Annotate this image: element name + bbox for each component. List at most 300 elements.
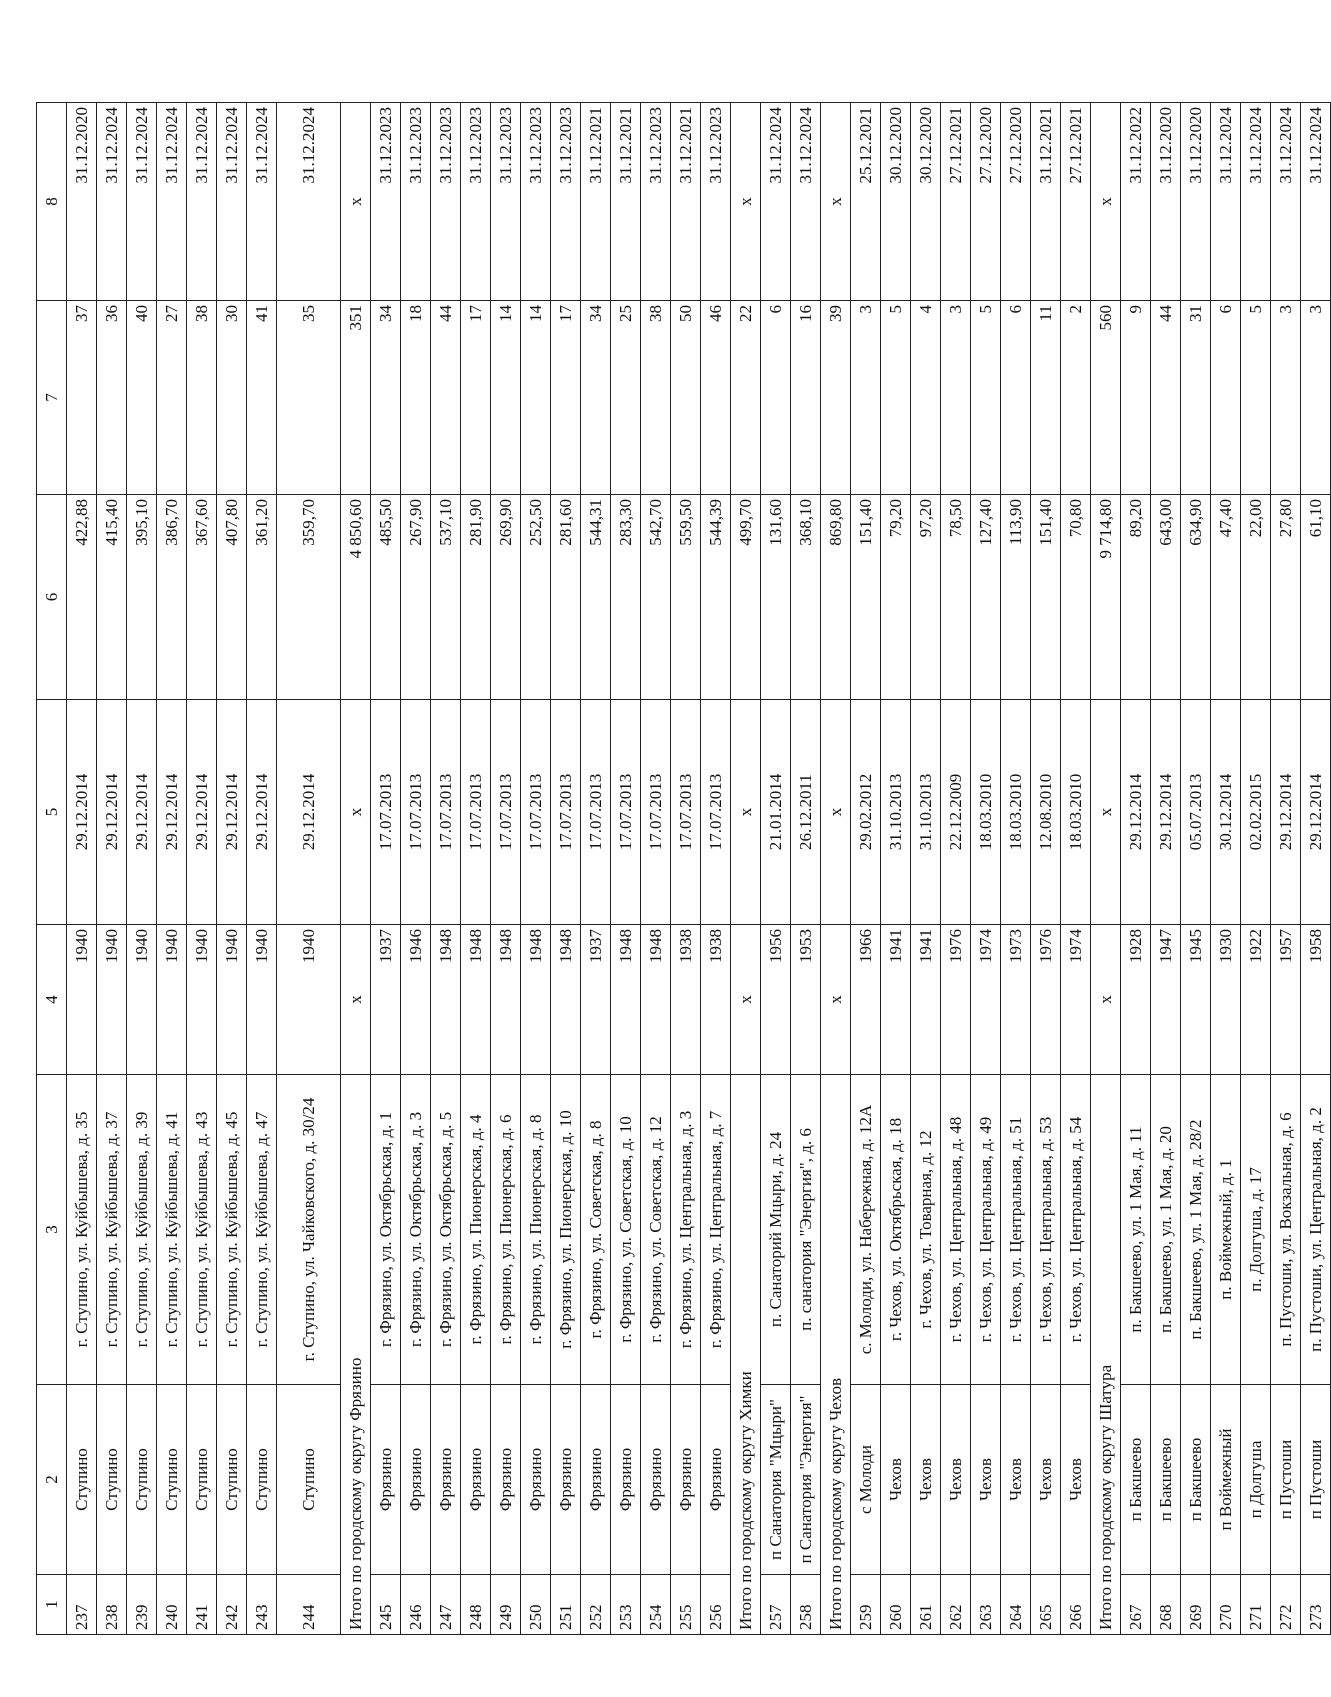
cell-row-number: 239 bbox=[127, 1575, 157, 1635]
cell-year: 1948 bbox=[611, 925, 641, 1075]
table-row bbox=[1271, 103, 1301, 1635]
cell-count: 17 bbox=[461, 301, 491, 495]
cell-row-number: 262 bbox=[941, 1575, 971, 1635]
table-row bbox=[1211, 103, 1241, 1635]
cell-locality: Фрязино bbox=[521, 1385, 551, 1575]
table-row bbox=[1241, 103, 1271, 1635]
cell-count: 34 bbox=[371, 301, 401, 495]
subtotal-label: Итого по городскому округу Фрязино bbox=[341, 1075, 371, 1635]
col-header-8: 8 bbox=[37, 103, 67, 301]
cell-area: 537,10 bbox=[431, 495, 461, 700]
cell-area: 361,20 bbox=[247, 495, 277, 700]
cell-date: 17.07.2013 bbox=[461, 700, 491, 925]
cell-address: п. Бакшеево, ул. 1 Мая, д. 11 bbox=[1121, 1075, 1151, 1385]
cell-date: 29.12.2014 bbox=[97, 700, 127, 925]
cell-locality: Чехов bbox=[971, 1385, 1001, 1575]
cell-count: 27 bbox=[157, 301, 187, 495]
cell-locality: Ступино bbox=[187, 1385, 217, 1575]
cell-area: 151,40 bbox=[851, 495, 881, 700]
cell-count: 34 bbox=[581, 301, 611, 495]
cell-area: 395,10 bbox=[127, 495, 157, 700]
cell-locality: п Пустоши bbox=[1271, 1385, 1301, 1575]
table-row bbox=[371, 103, 401, 1635]
cell-row-number: 268 bbox=[1151, 1575, 1181, 1635]
cell-locality: п Долгуша bbox=[1241, 1385, 1271, 1575]
table-row bbox=[401, 103, 431, 1635]
cell-year: 1948 bbox=[641, 925, 671, 1075]
cell-count: 50 bbox=[671, 301, 701, 495]
cell-count: 6 bbox=[1001, 301, 1031, 495]
cell-year: 1940 bbox=[157, 925, 187, 1075]
cell-address: п. Бакшеево, ул. 1 Мая, д. 28/2 bbox=[1181, 1075, 1211, 1385]
cell-due-date: x bbox=[341, 103, 371, 301]
cell-row-number: 258 bbox=[791, 1575, 821, 1635]
cell-due-date: 31.12.2023 bbox=[491, 103, 521, 301]
cell-locality: Ступино bbox=[217, 1385, 247, 1575]
cell-year: 1940 bbox=[277, 925, 341, 1075]
table-row bbox=[761, 103, 791, 1635]
cell-count: 37 bbox=[67, 301, 97, 495]
cell-year: 1940 bbox=[187, 925, 217, 1075]
cell-date: 18.03.2010 bbox=[1001, 700, 1031, 925]
cell-area: 869,80 bbox=[821, 495, 851, 700]
table-row bbox=[551, 103, 581, 1635]
cell-address: г. Фрязино, ул. Центральная, д. 7 bbox=[701, 1075, 731, 1385]
cell-row-number: 273 bbox=[1301, 1575, 1331, 1635]
cell-address: г. Фрязино, ул. Центральная, д. 3 bbox=[671, 1075, 701, 1385]
subtotal-label: Итого по городскому округу Чехов bbox=[821, 1075, 851, 1635]
cell-year: x bbox=[821, 925, 851, 1075]
cell-area: 281,60 bbox=[551, 495, 581, 700]
cell-locality: п Бакшеево bbox=[1181, 1385, 1211, 1575]
cell-address: г. Фрязино, ул. Пионерская, д. 8 bbox=[521, 1075, 551, 1385]
table-body bbox=[37, 103, 1331, 1635]
cell-row-number: 264 bbox=[1001, 1575, 1031, 1635]
cell-locality: Чехов bbox=[1031, 1385, 1061, 1575]
cell-date: 12.08.2010 bbox=[1031, 700, 1061, 925]
cell-count: 4 bbox=[911, 301, 941, 495]
cell-year: 1940 bbox=[127, 925, 157, 1075]
cell-locality: Ступино bbox=[277, 1385, 341, 1575]
cell-count: 5 bbox=[1241, 301, 1271, 495]
cell-date: 29.12.2014 bbox=[247, 700, 277, 925]
cell-count: 44 bbox=[1151, 301, 1181, 495]
cell-due-date: 31.12.2024 bbox=[1211, 103, 1241, 301]
cell-year: 1947 bbox=[1151, 925, 1181, 1075]
cell-address: п. Пустоши, ул. Вокзальная, д. 6 bbox=[1271, 1075, 1301, 1385]
cell-row-number: 249 bbox=[491, 1575, 521, 1635]
cell-count: 36 bbox=[97, 301, 127, 495]
cell-date: 22.12.2009 bbox=[941, 700, 971, 925]
cell-due-date: 31.12.2021 bbox=[611, 103, 641, 301]
cell-locality: Фрязино bbox=[581, 1385, 611, 1575]
cell-due-date: 31.12.2024 bbox=[277, 103, 341, 301]
cell-locality: Фрязино bbox=[371, 1385, 401, 1575]
cell-date: 05.07.2013 bbox=[1181, 700, 1211, 925]
cell-date: 30.12.2014 bbox=[1211, 700, 1241, 925]
cell-year: 1937 bbox=[581, 925, 611, 1075]
cell-area: 485,50 bbox=[371, 495, 401, 700]
cell-due-date: 31.12.2024 bbox=[761, 103, 791, 301]
table-row bbox=[911, 103, 941, 1635]
table-row bbox=[701, 103, 731, 1635]
cell-due-date: 31.12.2024 bbox=[127, 103, 157, 301]
cell-locality: п Санатория "Энергия" bbox=[791, 1385, 821, 1575]
table-row bbox=[971, 103, 1001, 1635]
cell-due-date: x bbox=[821, 103, 851, 301]
cell-due-date: 31.12.2023 bbox=[641, 103, 671, 301]
cell-count: 17 bbox=[551, 301, 581, 495]
cell-date: x bbox=[341, 700, 371, 925]
table-row bbox=[1121, 103, 1151, 1635]
table-row bbox=[581, 103, 611, 1635]
column-number-row bbox=[37, 103, 67, 1635]
cell-row-number: 263 bbox=[971, 1575, 1001, 1635]
cell-count: 14 bbox=[491, 301, 521, 495]
cell-count: 18 bbox=[401, 301, 431, 495]
cell-row-number: 253 bbox=[611, 1575, 641, 1635]
cell-area: 9 714,80 bbox=[1091, 495, 1121, 700]
cell-area: 27,80 bbox=[1271, 495, 1301, 700]
cell-date: 17.07.2013 bbox=[671, 700, 701, 925]
cell-address: г. Фрязино, ул. Пионерская, д. 4 bbox=[461, 1075, 491, 1385]
cell-area: 22,00 bbox=[1241, 495, 1271, 700]
cell-due-date: 31.12.2024 bbox=[1301, 103, 1331, 301]
cell-count: 25 bbox=[611, 301, 641, 495]
cell-area: 113,90 bbox=[1001, 495, 1031, 700]
cell-locality: Чехов bbox=[1061, 1385, 1091, 1575]
cell-year: 1946 bbox=[401, 925, 431, 1075]
cell-date: 29.12.2014 bbox=[67, 700, 97, 925]
cell-due-date: 31.12.2022 bbox=[1121, 103, 1151, 301]
cell-year: 1938 bbox=[701, 925, 731, 1075]
cell-due-date: 31.12.2023 bbox=[701, 103, 731, 301]
cell-area: 386,70 bbox=[157, 495, 187, 700]
cell-address: п. Бакшеево, ул. 1 Мая, д. 20 bbox=[1151, 1075, 1181, 1385]
subtotal-row bbox=[821, 103, 851, 1635]
col-header-3: 3 bbox=[37, 1075, 67, 1385]
cell-locality: Чехов bbox=[911, 1385, 941, 1575]
cell-due-date: 31.12.2023 bbox=[461, 103, 491, 301]
cell-due-date: 31.12.2024 bbox=[157, 103, 187, 301]
cell-row-number: 244 bbox=[277, 1575, 341, 1635]
cell-year: 1945 bbox=[1181, 925, 1211, 1075]
cell-locality: п Санатория "Мцыри" bbox=[761, 1385, 791, 1575]
table-row bbox=[941, 103, 971, 1635]
cell-row-number: 260 bbox=[881, 1575, 911, 1635]
table-row bbox=[157, 103, 187, 1635]
cell-date: 17.07.2013 bbox=[641, 700, 671, 925]
table-row bbox=[1301, 103, 1331, 1635]
table-row bbox=[1151, 103, 1181, 1635]
cell-date: 17.07.2013 bbox=[491, 700, 521, 925]
cell-area: 267,90 bbox=[401, 495, 431, 700]
cell-year: 1940 bbox=[67, 925, 97, 1075]
cell-row-number: 240 bbox=[157, 1575, 187, 1635]
cell-row-number: 243 bbox=[247, 1575, 277, 1635]
cell-year: 1953 bbox=[791, 925, 821, 1075]
table-row bbox=[97, 103, 127, 1635]
cell-date: 29.12.2014 bbox=[277, 700, 341, 925]
cell-date: 29.12.2014 bbox=[1271, 700, 1301, 925]
cell-area: 269,90 bbox=[491, 495, 521, 700]
table-row bbox=[641, 103, 671, 1635]
cell-row-number: 247 bbox=[431, 1575, 461, 1635]
cell-year: 1940 bbox=[217, 925, 247, 1075]
cell-date: 31.10.2013 bbox=[911, 700, 941, 925]
cell-date: 29.12.2014 bbox=[1121, 700, 1151, 925]
cell-address: г. Фрязино, ул. Советская, д. 12 bbox=[641, 1075, 671, 1385]
cell-area: 559,50 bbox=[671, 495, 701, 700]
table-row bbox=[217, 103, 247, 1635]
cell-locality: Фрязино bbox=[401, 1385, 431, 1575]
cell-year: 1948 bbox=[521, 925, 551, 1075]
cell-address: г. Ступино, ул. Чайковского, д. 30/24 bbox=[277, 1075, 341, 1385]
cell-year: 1976 bbox=[1031, 925, 1061, 1075]
subtotal-label: Итого по городскому округу Шатура bbox=[1091, 1075, 1121, 1635]
table-row bbox=[277, 103, 341, 1635]
cell-due-date: 31.12.2024 bbox=[97, 103, 127, 301]
cell-date: 29.02.2012 bbox=[851, 700, 881, 925]
cell-locality: Фрязино bbox=[641, 1385, 671, 1575]
cell-due-date: 27.12.2021 bbox=[1061, 103, 1091, 301]
cell-count: 44 bbox=[431, 301, 461, 495]
table-row bbox=[491, 103, 521, 1635]
cell-locality: п Воймежный bbox=[1211, 1385, 1241, 1575]
table-row bbox=[67, 103, 97, 1635]
cell-due-date: 31.12.2024 bbox=[187, 103, 217, 301]
col-header-5: 5 bbox=[37, 700, 67, 925]
cell-count: 35 bbox=[277, 301, 341, 495]
cell-locality: Фрязино bbox=[431, 1385, 461, 1575]
cell-address: г. Ступино, ул. Куйбышева, д. 43 bbox=[187, 1075, 217, 1385]
cell-address: п. санатория "Энергия", д. 6 bbox=[791, 1075, 821, 1385]
cell-due-date: 31.12.2021 bbox=[1031, 103, 1061, 301]
cell-year: 1974 bbox=[971, 925, 1001, 1075]
table-row bbox=[1181, 103, 1211, 1635]
cell-area: 79,20 bbox=[881, 495, 911, 700]
cell-address: п. Долгуша, д. 17 bbox=[1241, 1075, 1271, 1385]
cell-locality: Фрязино bbox=[611, 1385, 641, 1575]
cell-year: 1976 bbox=[941, 925, 971, 1075]
subtotal-row bbox=[731, 103, 761, 1635]
cell-locality: с Молоди bbox=[851, 1385, 881, 1575]
cell-address: г. Фрязино, ул. Советская, д. 8 bbox=[581, 1075, 611, 1385]
cell-count: 3 bbox=[1301, 301, 1331, 495]
cell-address: г. Чехов, ул. Центральная, д. 54 bbox=[1061, 1075, 1091, 1385]
cell-row-number: 261 bbox=[911, 1575, 941, 1635]
cell-area: 542,70 bbox=[641, 495, 671, 700]
cell-area: 127,40 bbox=[971, 495, 1001, 700]
cell-area: 634,90 bbox=[1181, 495, 1211, 700]
cell-area: 643,00 bbox=[1151, 495, 1181, 700]
cell-row-number: 245 bbox=[371, 1575, 401, 1635]
cell-row-number: 237 bbox=[67, 1575, 97, 1635]
cell-area: 368,10 bbox=[791, 495, 821, 700]
cell-due-date: 31.12.2021 bbox=[581, 103, 611, 301]
cell-row-number: 251 bbox=[551, 1575, 581, 1635]
cell-address: г. Чехов, ул. Центральная, д. 48 bbox=[941, 1075, 971, 1385]
cell-date: 17.07.2013 bbox=[701, 700, 731, 925]
cell-year: x bbox=[731, 925, 761, 1075]
table-row bbox=[1001, 103, 1031, 1635]
cell-due-date: 30.12.2020 bbox=[881, 103, 911, 301]
cell-locality: Ступино bbox=[247, 1385, 277, 1575]
cell-address: п. Санаторий Мцыри, д. 24 bbox=[761, 1075, 791, 1385]
col-header-7: 7 bbox=[37, 301, 67, 495]
cell-date: 17.07.2013 bbox=[431, 700, 461, 925]
cell-address: г. Чехов, ул. Центральная, д. 53 bbox=[1031, 1075, 1061, 1385]
cell-due-date: 31.12.2024 bbox=[217, 103, 247, 301]
cell-row-number: 256 bbox=[701, 1575, 731, 1635]
cell-date: 21.01.2014 bbox=[761, 700, 791, 925]
cell-count: 31 bbox=[1181, 301, 1211, 495]
cell-area: 544,31 bbox=[581, 495, 611, 700]
cell-count: 41 bbox=[247, 301, 277, 495]
cell-count: 3 bbox=[941, 301, 971, 495]
cell-due-date: 31.12.2020 bbox=[1181, 103, 1211, 301]
cell-date: 29.12.2014 bbox=[157, 700, 187, 925]
cell-year: 1948 bbox=[491, 925, 521, 1075]
cell-area: 70,80 bbox=[1061, 495, 1091, 700]
cell-year: 1941 bbox=[911, 925, 941, 1075]
cell-year: 1958 bbox=[1301, 925, 1331, 1075]
col-header-6: 6 bbox=[37, 495, 67, 700]
cell-area: 422,88 bbox=[67, 495, 97, 700]
cell-address: г. Ступино, ул. Куйбышева, д. 37 bbox=[97, 1075, 127, 1385]
cell-address: г. Чехов, ул. Центральная, д. 49 bbox=[971, 1075, 1001, 1385]
cell-due-date: x bbox=[731, 103, 761, 301]
cell-locality: Фрязино bbox=[671, 1385, 701, 1575]
table-row bbox=[671, 103, 701, 1635]
cell-row-number: 269 bbox=[1181, 1575, 1211, 1635]
cell-date: 29.12.2014 bbox=[1301, 700, 1331, 925]
cell-date: 17.07.2013 bbox=[581, 700, 611, 925]
cell-year: 1973 bbox=[1001, 925, 1031, 1075]
cell-count: 6 bbox=[761, 301, 791, 495]
cell-address: г. Фрязино, ул. Октябрьская, д. 3 bbox=[401, 1075, 431, 1385]
table-row bbox=[187, 103, 217, 1635]
cell-address: г. Ступино, ул. Куйбышева, д. 41 bbox=[157, 1075, 187, 1385]
cell-due-date: 31.12.2020 bbox=[67, 103, 97, 301]
cell-row-number: 267 bbox=[1121, 1575, 1151, 1635]
cell-row-number: 248 bbox=[461, 1575, 491, 1635]
cell-year: 1922 bbox=[1241, 925, 1271, 1075]
cell-address: г. Чехов, ул. Октябрьская, д. 18 bbox=[881, 1075, 911, 1385]
cell-area: 47,40 bbox=[1211, 495, 1241, 700]
table-row bbox=[881, 103, 911, 1635]
cell-due-date: 30.12.2020 bbox=[911, 103, 941, 301]
cell-year: 1948 bbox=[551, 925, 581, 1075]
subtotal-row bbox=[341, 103, 371, 1635]
cell-area: 407,80 bbox=[217, 495, 247, 700]
cell-date: 17.07.2013 bbox=[611, 700, 641, 925]
cell-address: п. Пустоши, ул. Центральная, д. 2 bbox=[1301, 1075, 1331, 1385]
cell-due-date: 31.12.2023 bbox=[371, 103, 401, 301]
table-row bbox=[127, 103, 157, 1635]
cell-count: 46 bbox=[701, 301, 731, 495]
table-row bbox=[431, 103, 461, 1635]
cell-locality: п Бакшеево bbox=[1151, 1385, 1181, 1575]
cell-address: п. Воймежный, д. 1 bbox=[1211, 1075, 1241, 1385]
cell-area: 78,50 bbox=[941, 495, 971, 700]
table-row bbox=[1061, 103, 1091, 1635]
table-row bbox=[247, 103, 277, 1635]
cell-date: 29.12.2014 bbox=[217, 700, 247, 925]
cell-row-number: 246 bbox=[401, 1575, 431, 1635]
cell-row-number: 238 bbox=[97, 1575, 127, 1635]
cell-count: 5 bbox=[881, 301, 911, 495]
cell-row-number: 266 bbox=[1061, 1575, 1091, 1635]
cell-address: г. Ступино, ул. Куйбышева, д. 47 bbox=[247, 1075, 277, 1385]
rotated-page bbox=[36, 103, 1325, 1635]
cell-area: 131,60 bbox=[761, 495, 791, 700]
cell-address: с. Молоди, ул. Набережная, д. 12А bbox=[851, 1075, 881, 1385]
subtotal-label: Итого по городскому округу Химки bbox=[731, 1075, 761, 1635]
cell-row-number: 265 bbox=[1031, 1575, 1061, 1635]
cell-count: 40 bbox=[127, 301, 157, 495]
cell-area: 89,20 bbox=[1121, 495, 1151, 700]
cell-count: 16 bbox=[791, 301, 821, 495]
cell-count: 11 bbox=[1031, 301, 1061, 495]
cell-area: 359,70 bbox=[277, 495, 341, 700]
table-row bbox=[611, 103, 641, 1635]
cell-area: 499,70 bbox=[731, 495, 761, 700]
cell-date: 31.10.2013 bbox=[881, 700, 911, 925]
cell-locality: Ступино bbox=[157, 1385, 187, 1575]
cell-year: 1938 bbox=[671, 925, 701, 1075]
cell-row-number: 241 bbox=[187, 1575, 217, 1635]
cell-due-date: 31.12.2024 bbox=[1271, 103, 1301, 301]
cell-year: 1974 bbox=[1061, 925, 1091, 1075]
cell-year: 1966 bbox=[851, 925, 881, 1075]
cell-area: 281,90 bbox=[461, 495, 491, 700]
cell-date: 17.07.2013 bbox=[551, 700, 581, 925]
cell-address: г. Ступино, ул. Куйбышева, д. 45 bbox=[217, 1075, 247, 1385]
cell-count: 14 bbox=[521, 301, 551, 495]
cell-address: г. Ступино, ул. Куйбышева, д. 35 bbox=[67, 1075, 97, 1385]
cell-date: x bbox=[1091, 700, 1121, 925]
cell-date: 29.12.2014 bbox=[187, 700, 217, 925]
cell-area: 61,10 bbox=[1301, 495, 1331, 700]
table-row bbox=[851, 103, 881, 1635]
table-row bbox=[1031, 103, 1061, 1635]
cell-date: 17.07.2013 bbox=[371, 700, 401, 925]
cell-row-number: 254 bbox=[641, 1575, 671, 1635]
cell-locality: п Пустоши bbox=[1301, 1385, 1331, 1575]
cell-row-number: 272 bbox=[1271, 1575, 1301, 1635]
col-header-1: 1 bbox=[37, 1575, 67, 1635]
cell-area: 544,39 bbox=[701, 495, 731, 700]
cell-due-date: 31.12.2024 bbox=[247, 103, 277, 301]
cell-locality: Чехов bbox=[941, 1385, 971, 1575]
cell-date: 17.07.2013 bbox=[401, 700, 431, 925]
housing-table bbox=[36, 102, 1331, 1635]
cell-date: 02.02.2015 bbox=[1241, 700, 1271, 925]
cell-area: 283,30 bbox=[611, 495, 641, 700]
cell-row-number: 250 bbox=[521, 1575, 551, 1635]
cell-area: 252,50 bbox=[521, 495, 551, 700]
col-header-4: 4 bbox=[37, 925, 67, 1075]
cell-row-number: 271 bbox=[1241, 1575, 1271, 1635]
cell-year: 1940 bbox=[97, 925, 127, 1075]
cell-date: 18.03.2010 bbox=[971, 700, 1001, 925]
cell-due-date: 31.12.2023 bbox=[551, 103, 581, 301]
cell-area: 97,20 bbox=[911, 495, 941, 700]
cell-count: 38 bbox=[641, 301, 671, 495]
col-header-2: 2 bbox=[37, 1385, 67, 1575]
cell-count: 5 bbox=[971, 301, 1001, 495]
